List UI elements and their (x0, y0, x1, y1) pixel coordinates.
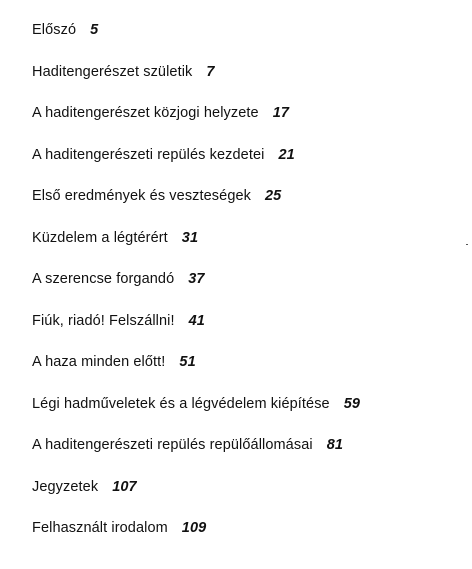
toc-entry-page: 25 (265, 188, 282, 204)
toc-entry (32, 104, 472, 146)
toc-entry (32, 519, 472, 561)
toc-entry-page: 37 (188, 271, 205, 287)
toc-entry-title: A haza minden előtt! (32, 354, 166, 370)
toc-entry (32, 395, 472, 437)
toc-entry-title: Előszó (32, 22, 77, 38)
toc-entry-title: Jegyzetek (32, 478, 99, 495)
toc-entry-page: 81 (326, 437, 344, 453)
toc-entry-title: Haditengerészet születik (32, 63, 193, 80)
toc-entry (32, 312, 472, 354)
scan-speck (466, 244, 468, 245)
toc-entry (32, 270, 472, 312)
toc-entry (32, 146, 472, 188)
toc-entry-page: 21 (278, 146, 295, 163)
toc-entry-page: 107 (112, 478, 137, 495)
toc-entry-page: 7 (206, 63, 215, 80)
toc-entry-title: A haditengerészeti repülés repülőállomásai (32, 437, 313, 453)
toc-entry-title: A haditengerészeti repülés kezdetei (32, 146, 265, 163)
toc-entry-title: Fiúk, riadó! Felszállni! (32, 312, 175, 329)
toc-entry-page: 109 (181, 520, 207, 536)
toc-entry-page: 5 (90, 22, 99, 38)
toc-entry-title: Küzdelem a légtérért (32, 229, 168, 246)
toc-entry (32, 478, 472, 520)
toc-entry-title: A haditengerészet közjogi helyzete (32, 105, 259, 121)
toc-entry (32, 63, 472, 105)
toc-entry (32, 21, 472, 63)
toc-entry-page: 41 (188, 312, 205, 329)
toc-entry-page: 17 (272, 105, 290, 121)
toc-entry (32, 229, 472, 271)
toc-entry-title: Első eredmények és veszteségek (32, 188, 251, 204)
toc-entry (32, 436, 472, 478)
table-of-contents (32, 21, 472, 561)
toc-entry-title: Légi hadműveletek és a légvédelem kiépítése (32, 395, 330, 412)
toc-entry (32, 187, 472, 229)
toc-entry-title: A szerencse forgandó (32, 271, 175, 287)
toc-entry (32, 353, 472, 395)
toc-entry-title: Felhasznált irodalom (32, 520, 168, 536)
toc-entry-page: 51 (179, 354, 196, 370)
toc-entry-page: 59 (343, 395, 361, 412)
toc-entry-page: 31 (181, 229, 199, 246)
